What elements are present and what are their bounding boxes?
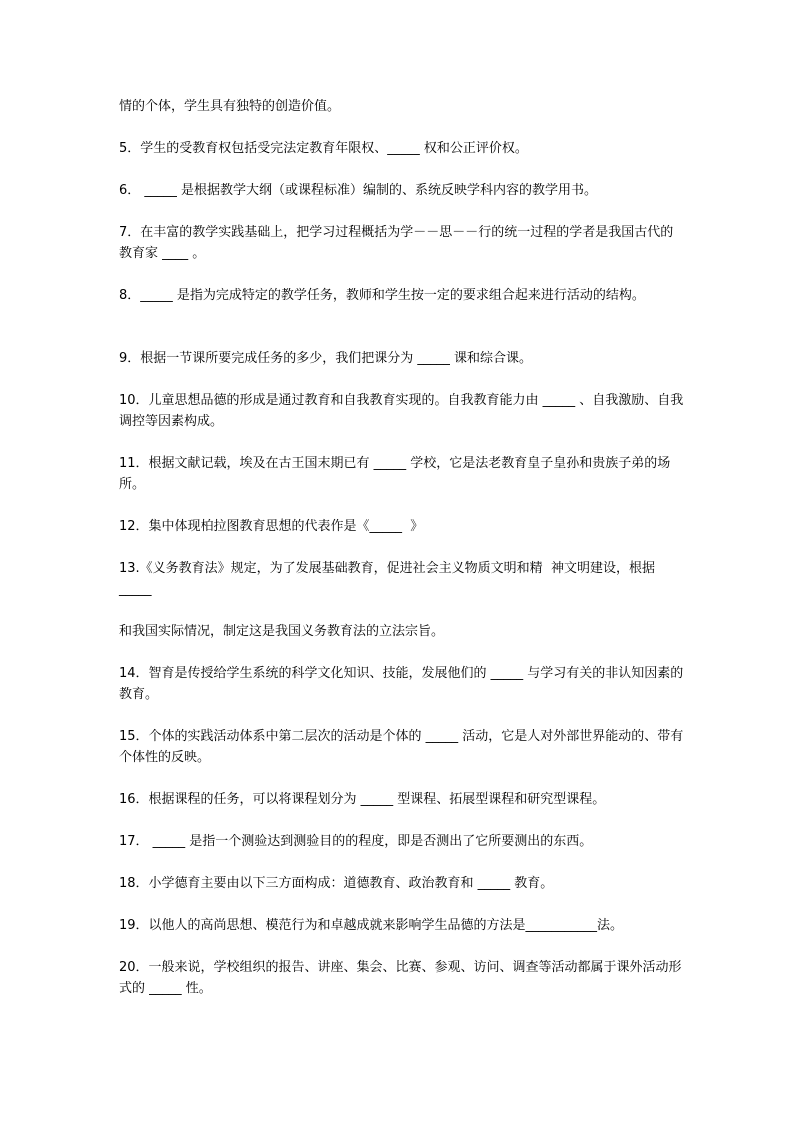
question-17: 17． _____ 是指一个测验达到测验目的的程度，即是否测出了它所要测出的东西。 [119, 834, 593, 849]
paragraph-continuation: 情的个体，学生具有独特的创造价值。 [119, 99, 341, 114]
question-13: 13.《义务教育法》规定，为了发展基础教育，促进社会主义物质文明和精 神文明建设，根据 _____ [119, 561, 660, 597]
question-19: 19．以他人的高尚思想、模范行为和卓越成就来影响学生品德的方法是___________法。 [119, 918, 624, 933]
question-5: 5．学生的受教育权包括受完法定教育年限权、_____ 权和公正评价权。 [119, 141, 528, 156]
question-9: 9．根据一节课所要完成任务的多少，我们把课分为 _____ 课和综合课。 [119, 351, 533, 366]
question-8: 8．_____ 是指为完成特定的教学任务，教师和学生按一定的要求组合起来进行活动的结构。 [119, 288, 645, 303]
question-10: 10．儿童思想品德的形成是通过教育和自我教育实现的。自我教育能力由 _____ 、自我激励、自我调控等因素构成。 [119, 393, 684, 429]
question-7: 7．在丰富的教学实践基础上，把学习过程概括为学－－思－－行的统一过程的学者是我国古代的教育家 ____ 。 [119, 225, 674, 261]
question-13-continuation: 和我国实际情况，制定这是我国义务教育法的立法宗旨。 [119, 624, 445, 639]
question-6: 6． _____ 是根据教学大纲（或课程标准）编制的、系统反映学科内容的教学用书。 [119, 183, 598, 198]
question-15: 15．个体的实践活动体系中第二层次的活动是个体的 _____ 活动，它是人对外部世界能动的、带有个体性的反映。 [119, 729, 684, 765]
document-page [119, 96, 684, 999]
question-18: 18．小学德育主要由以下三方面构成：道德教育、政治教育和 _____ 教育。 [119, 876, 554, 891]
question-16: 16．根据课程的任务，可以将课程划分为 _____ 型课程、拓展型课程和研究型课程。 [119, 792, 606, 807]
question-12: 12．集中体现柏拉图教育思想的代表作是《_____ 》 [119, 519, 424, 534]
question-20: 20．一般来说，学校组织的报告、讲座、集会、比赛、参观、访问、调查等活动都属于课外活动形式的 _____ 性。 [119, 960, 682, 996]
question-11: 11．根据文献记载，埃及在古王国末期已有 _____ 学校，它是法老教育皇子皇孙和贵族子弟的场所。 [119, 456, 671, 492]
question-14: 14．智育是传授给学生系统的科学文化知识、技能，发展他们的 _____ 与学习有关的非认知因素的教育。 [119, 666, 684, 702]
